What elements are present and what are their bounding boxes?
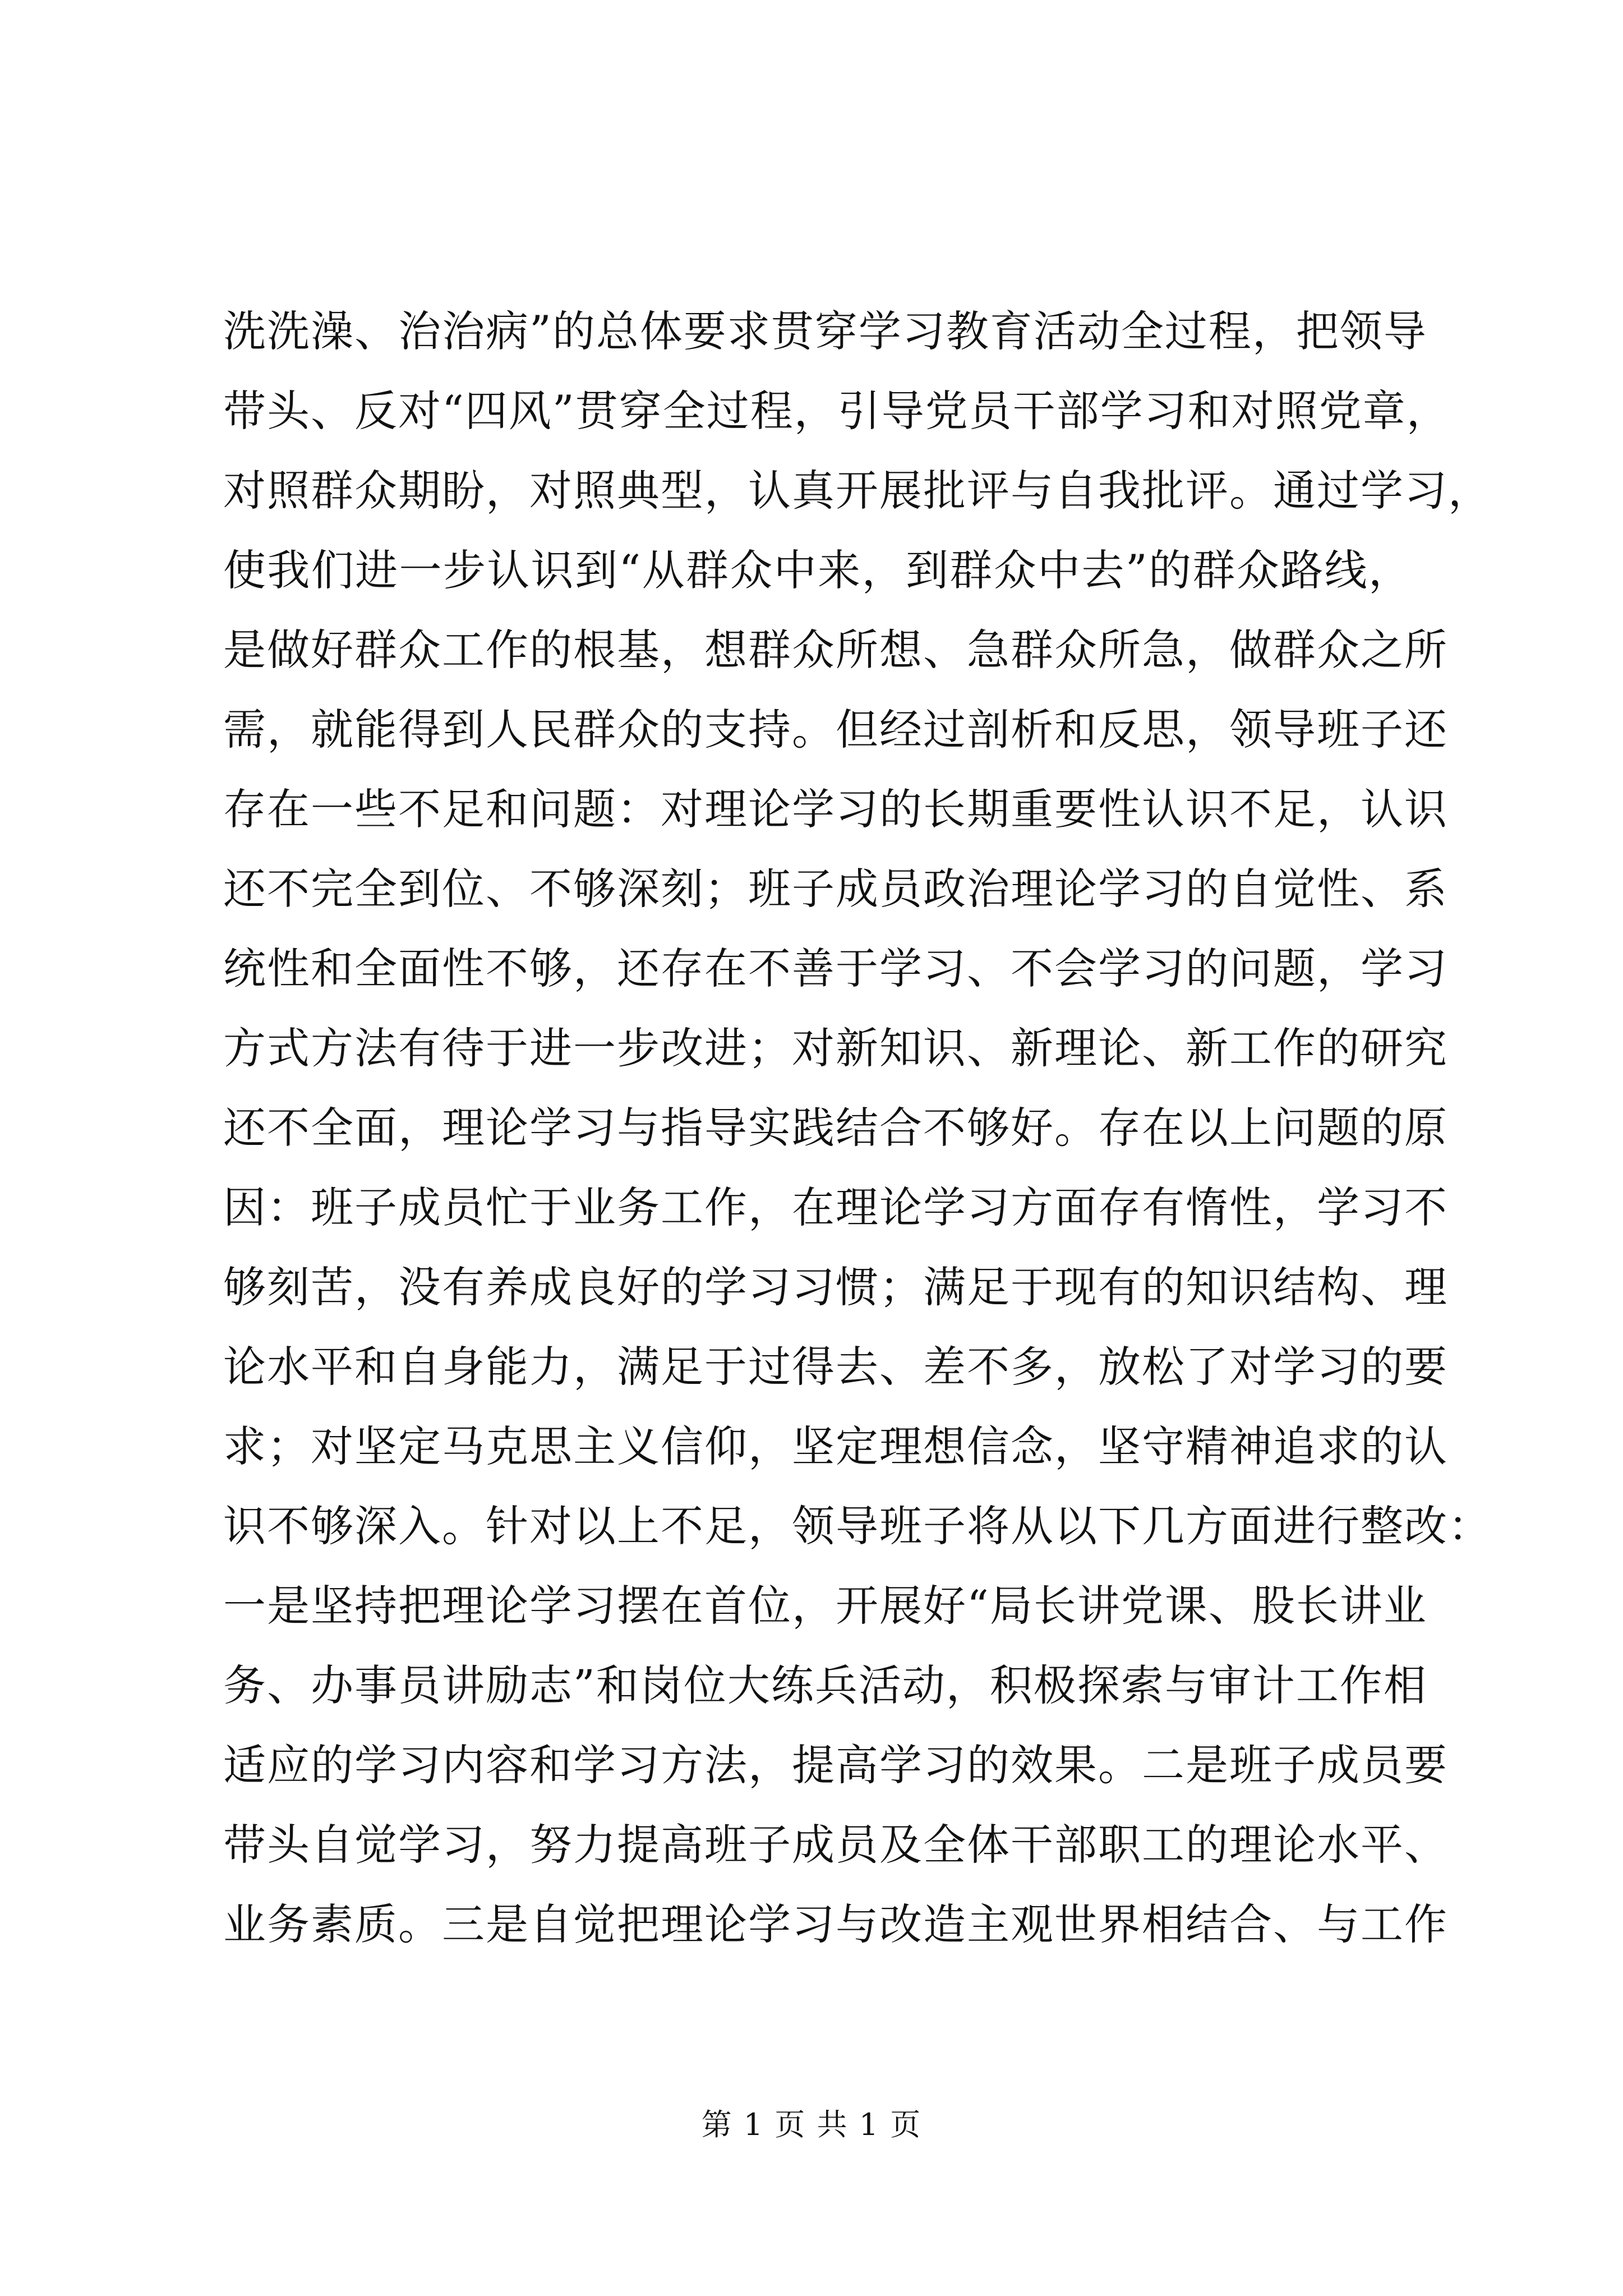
text-line-20: 带头自觉学习，努力提高班子成员及全体干部职工的理论水平、 — [223, 1820, 1448, 1870]
text-line-3: 对照群众期盼，对照典型，认真开展批评与自我批评。通过学习， — [223, 466, 1492, 516]
text-line-17: 一是坚持把理论学习摆在首位，开展好“局长讲党课、股长讲业 — [223, 1581, 1427, 1631]
text-line-9: 统性和全面性不够，还存在不善于学习、不会学习的问题，学习 — [223, 944, 1448, 993]
text-line-12: 因：班子成员忙于业务工作，在理论学习方面存有惰性，学习不 — [223, 1182, 1448, 1232]
text-line-10: 方式方法有待于进一步改进；对新知识、新理论、新工作的研究 — [223, 1023, 1448, 1073]
text-line-6: 需，就能得到人民群众的支持。但经过剖析和反思，领导班子还 — [223, 705, 1448, 754]
text-line-21: 业务素质。三是自觉把理论学习与改造主观世界相结合、与工作 — [223, 1899, 1448, 1949]
text-line-15: 求；对坚定马克思主义信仰，坚定理想信念，坚守精神追求的认 — [223, 1421, 1448, 1471]
text-line-4: 使我们进一步认识到“从群众中来，到群众中去”的群众路线， — [223, 545, 1412, 595]
text-line-1: 洗洗澡、治治病”的总体要求贯穿学习教育活动全过程，把领导 — [223, 306, 1427, 356]
text-line-19: 适应的学习内容和学习方法，提高学习的效果。二是班子成员要 — [223, 1740, 1448, 1790]
text-line-13: 够刻苦，没有养成良好的学习习惯；满足于现有的知识结构、理 — [223, 1262, 1448, 1312]
text-line-16: 识不够深入。针对以上不足，领导班子将从以下几方面进行整改： — [223, 1501, 1492, 1551]
text-line-11: 还不全面，理论学习与指导实践结合不够好。存在以上问题的原 — [223, 1103, 1448, 1153]
body-paragraph — [223, 292, 1492, 1964]
text-line-18: 务、办事员讲励志”和岗位大练兵活动，积极探索与审计工作相 — [223, 1660, 1427, 1710]
text-line-8: 还不完全到位、不够深刻；班子成员政治理论学习的自觉性、系 — [223, 864, 1448, 914]
text-line-2: 带头、反对“四风”贯穿全过程，引导党员干部学习和对照党章， — [223, 386, 1450, 436]
text-line-7: 存在一些不足和问题：对理论学习的长期重要性认识不足，认识 — [223, 784, 1448, 834]
text-line-14: 论水平和自身能力，满足于过得去、差不多，放松了对学习的要 — [223, 1342, 1448, 1392]
page-footer: 第 1 页 共 1 页 — [701, 2107, 922, 2142]
text-line-5: 是做好群众工作的根基，想群众所想、急群众所急，做群众之所 — [223, 625, 1448, 675]
